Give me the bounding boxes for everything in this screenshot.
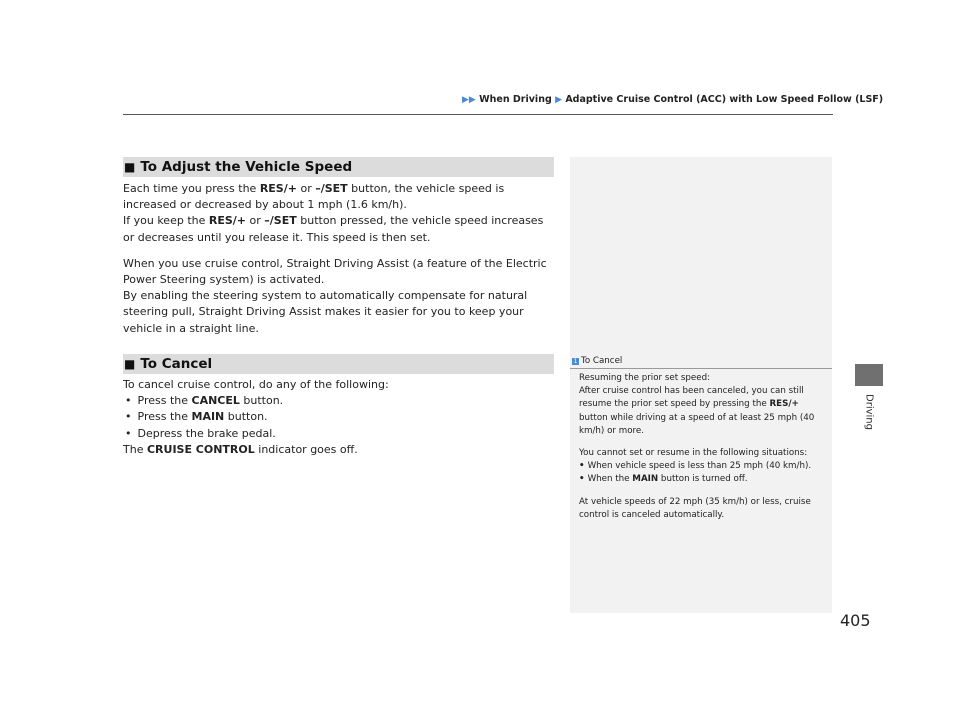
list-item: • When vehicle speed is less than 25 mph (40 km/h). bbox=[579, 460, 822, 473]
reference-icon: 1 bbox=[573, 358, 578, 365]
chapter-tab bbox=[855, 364, 883, 386]
double-triangle-icon: ▶▶ bbox=[462, 95, 476, 105]
paragraph: By enabling the steering system to automatically compensate for natural steering pull, Straight Driving Assist makes it easier for you to keep your vehicle in a straight line. bbox=[123, 289, 528, 335]
square-bullet-icon: ■ bbox=[124, 357, 136, 371]
note-body bbox=[570, 369, 832, 522]
breadcrumb bbox=[462, 94, 883, 105]
breadcrumb-item-acc[interactable]: Adaptive Cruise Control (ACC) with Low Speed Follow (LSF) bbox=[565, 94, 884, 105]
breadcrumb-item-when-driving[interactable]: When Driving bbox=[479, 94, 552, 105]
section-heading-to-cancel bbox=[123, 354, 554, 374]
paragraph: After cruise control has been canceled, you can still resume the prior set speed by pressing the RES/+ button while driving at a speed of at least 25 mph (40 km/h) or more. bbox=[579, 386, 815, 436]
square-bullet-icon: ■ bbox=[124, 160, 136, 174]
section-heading-adjust-speed bbox=[123, 157, 554, 177]
cancel-list bbox=[123, 393, 555, 442]
section-title: To Cancel bbox=[140, 356, 213, 372]
paragraph: If you keep the RES/+ or –/SET button pressed, the vehicle speed increases or decreases until you release it. This speed is then set. bbox=[123, 214, 544, 244]
list-item: • Press the MAIN button. bbox=[123, 409, 555, 425]
paragraph: To cancel cruise control, do any of the following: bbox=[123, 378, 389, 391]
paragraph: Resuming the prior set speed: bbox=[579, 373, 711, 383]
paragraph: When you use cruise control, Straight Driving Assist (a feature of the Electric Power Steering system) is activated. bbox=[123, 256, 547, 287]
list-item: • Depress the brake pedal. bbox=[123, 426, 555, 442]
paragraph: Each time you press the RES/+ or –/SET button, the vehicle speed is increased or decreased by about 1 mph (1.6 km/h). bbox=[123, 182, 505, 212]
adjust-speed-body bbox=[123, 181, 555, 337]
note-list bbox=[579, 460, 822, 486]
list-item: • When the MAIN button is turned off. bbox=[579, 473, 822, 486]
note-title: 1 To Cancel bbox=[570, 355, 832, 369]
header-divider bbox=[123, 114, 833, 115]
to-cancel-body bbox=[123, 377, 555, 458]
paragraph: You cannot set or resume in the following situations: bbox=[579, 448, 808, 459]
chapter-label: Driving bbox=[863, 394, 875, 430]
list-item: • Press the CANCEL button. bbox=[123, 393, 555, 409]
page-number: 405 bbox=[840, 611, 871, 630]
paragraph: The CRUISE CONTROL indicator goes off. bbox=[123, 442, 358, 456]
paragraph: At vehicle speeds of 22 mph (35 km/h) or less, cruise control is canceled automatically. bbox=[579, 496, 811, 520]
triangle-icon: ▶ bbox=[555, 95, 562, 105]
note-to-cancel bbox=[570, 355, 832, 522]
section-title: To Adjust the Vehicle Speed bbox=[140, 159, 353, 175]
